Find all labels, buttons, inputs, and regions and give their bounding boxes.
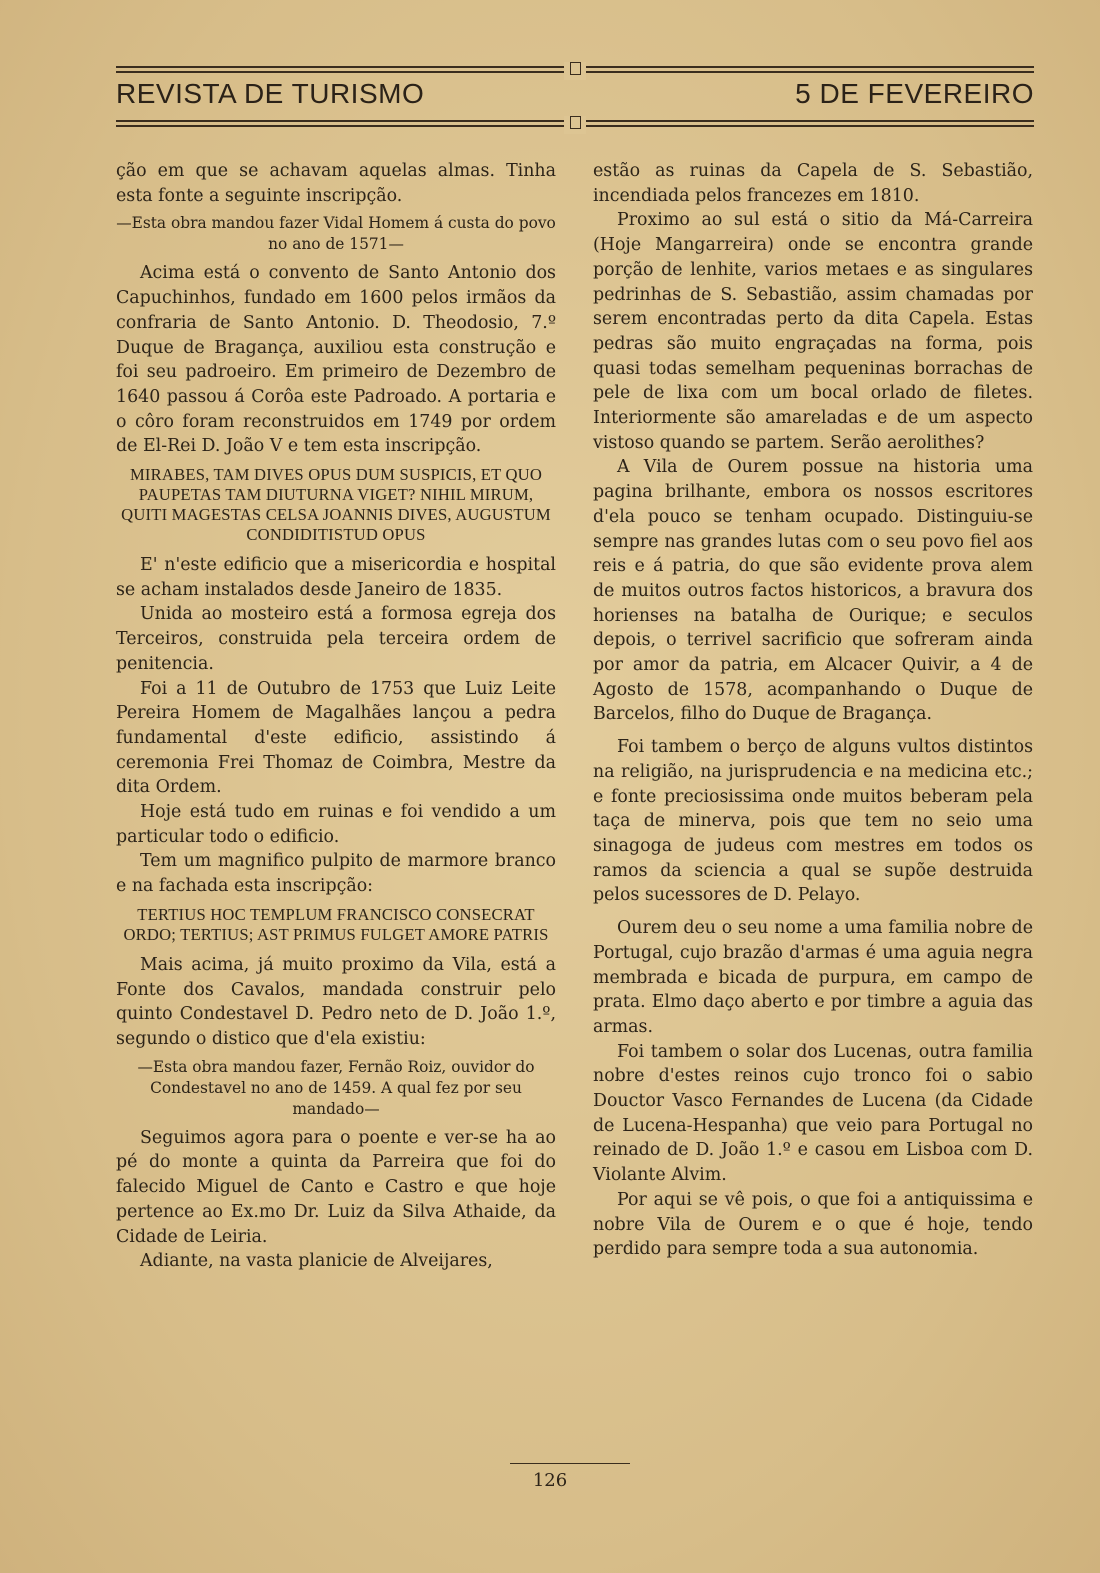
paragraph: Foi tambem o berço de alguns vultos distintos na religião, na jurisprudencia e na medicina etc.; e fonte preciosissima onde muitos beberam pela taça de minerva, pois que tem no seio uma sinagoga de judeus com mestres em todos os ramos da sciencia a qual se supõe destruida pelos sucessores de D. Pelayo. [593,737,1033,906]
inscription-quote: —Esta obra mandou fazer Vidal Homem á custa do povo no ano de 1571— [116,214,556,254]
latin-inscription: MIRABES, TAM DIVES OPUS DUM SUSPICIS, ET QUO PAUPETAS TAM DIUTURNA VIGET? NIHIL MIRUM, QUITI MAGESTAS CELSA JOANNIS DIVES, AUGUSTUM CONDIDITISTUD OPUS [121,465,551,545]
right-column [593,159,1033,1262]
paragraph: Por aqui se vê pois, o que foi a antiquissima e nobre Vila de Ourem e o que é hoje, tendo perdido para sempre toda a sua autonomia. [593,1189,1033,1260]
page-number: 126 [532,1470,568,1491]
paragraph: Hoje está tudo em ruinas e foi vendido a um particular todo o edificio. [116,802,556,847]
footer-rule [510,1463,630,1464]
paragraph: Foi tambem o solar dos Lucenas, outra familia nobre d'estes reinos cujo tronco foi o sabio Douctor Vasco Fernandes de Lucena (da Cidade de Lucena-Hespanha) que veio para Portugal no reinado de D. João 1.º e casou em Lisboa com D. Violante Alvim. [593,1041,1033,1186]
paragraph: Ourem deu o seu nome a uma familia nobre de Portugal, cujo brazão d'armas é uma aguia negra membrada e bicada de purpura, em campo de prata. Elmo daço aberto e por timbre a aguia das armas. [593,918,1033,1037]
ornament-square-icon [570,62,581,75]
magazine-title: REVISTA DE TURISMO [116,78,425,109]
ornament-square-icon [570,116,581,129]
paragraph: Foi a 11 de Outubro de 1753 que Luiz Leite Pereira Homem de Magalhães lançou a pedra fundamental d'este edificio, assistindo á ceremonia Frei Thomaz de Coimbra, Mestre da dita Ordem. [116,678,556,798]
paragraph: estão as ruinas da Capela de S. Sebastião, incendiada pelos francezes em 1810. [593,161,1033,206]
latin-inscription: TERTIUS HOC TEMPLUM FRANCISCO CONSECRAT ORDO; TERTIUS; AST PRIMUS FULGET AMORE PATRIS [123,904,549,944]
paragraph: Mais acima, já muito proximo da Vila, está a Fonte dos Cavalos, mandada construir pelo quinto Condestavel D. Pedro neto de D. João 1.º, segundo o distico que d'ela existiu: [116,954,556,1049]
paragraph: Proximo ao sul está o sitio da Má-Carreira (Hoje Mangarreira) onde se encontra grande porção de lenhite, varios metaes e as singulares pedrinhas de S. Sebastião, assim chamadas por serem encontradas perto da dita Capela. Estas pedras são muito engraçadas na forma, pois quasi todas semelham pequeninas borrachas de pele de lixa com um bocal orlado de filetes. Interiormente são amareladas e de um aspecto vistoso quando se partem. Serão aerolithes? [593,210,1033,453]
paragraph: Acima está o convento de Santo Antonio dos Capuchinhos, fundado em 1600 pelos irmãos da confraria de Santo Antonio. D. Theodosio, 7.º Duque de Bragança, auxiliou esta construção e foi seu padroeiro. Em primeiro de Dezembro de 1640 passou á Corôa este Padroado. A portaria e o côro foram reconstruidos em 1749 por ordem de El-Rei D. João V e tem esta inscripção. [116,263,556,457]
paragraph: Tem um magnifico pulpito de marmore branco e na fachada esta inscripção: [116,851,556,897]
issue-date: 5 DE FEVEREIRO [795,78,1034,109]
paragraph: Seguimos agora para o poente e ver-se ha ao pé do monte a quinta da Parreira que foi do falecido Miguel de Canto e Castro e que hoje pertence ao Ex.mo Dr. Luiz da Silva Athaide, da Cidade de Leiria. [116,1127,556,1247]
paragraph: ção em que se achavam aquelas almas. Tinha esta fonte a seguinte inscripção. [116,161,556,206]
paragraph: E' n'este edificio que a misericordia e hospital se acham instalados desde Janeiro de 1835. [116,555,556,600]
inscription-quote: —Esta obra mandou fazer, Fernão Roiz, ouvidor do Condestavel no ano de 1459. A qual fez por seu mandado— [137,1057,535,1118]
paragraph: Unida ao mosteiro está a formosa egreja dos Terceiros, construida pela terceira ordem de penitencia. [116,604,556,674]
paragraph: A Vila de Ourem possue na historia uma pagina brilhante, embora os nossos escritores d'ela pouco se tenham ocupado. Distinguiu-se sempre nas grandes lutas com o seu povo fiel aos reis e á patria, do que são evidente prova alem de muitos outros factos historicos, a bravura dos horienses na batalha de Ourique; e seculos depois, o terrivel sacrificio que sofreram ainda por amor da patria, em Alcacer Quivir, a 4 de Agosto de 1578, acompanhando o Duque de Barcelos, filho do Duque de Bragança. [593,457,1033,725]
paragraph: Adiante, na vasta planicie de Alveijares, [140,1251,493,1272]
left-column [116,159,556,1274]
